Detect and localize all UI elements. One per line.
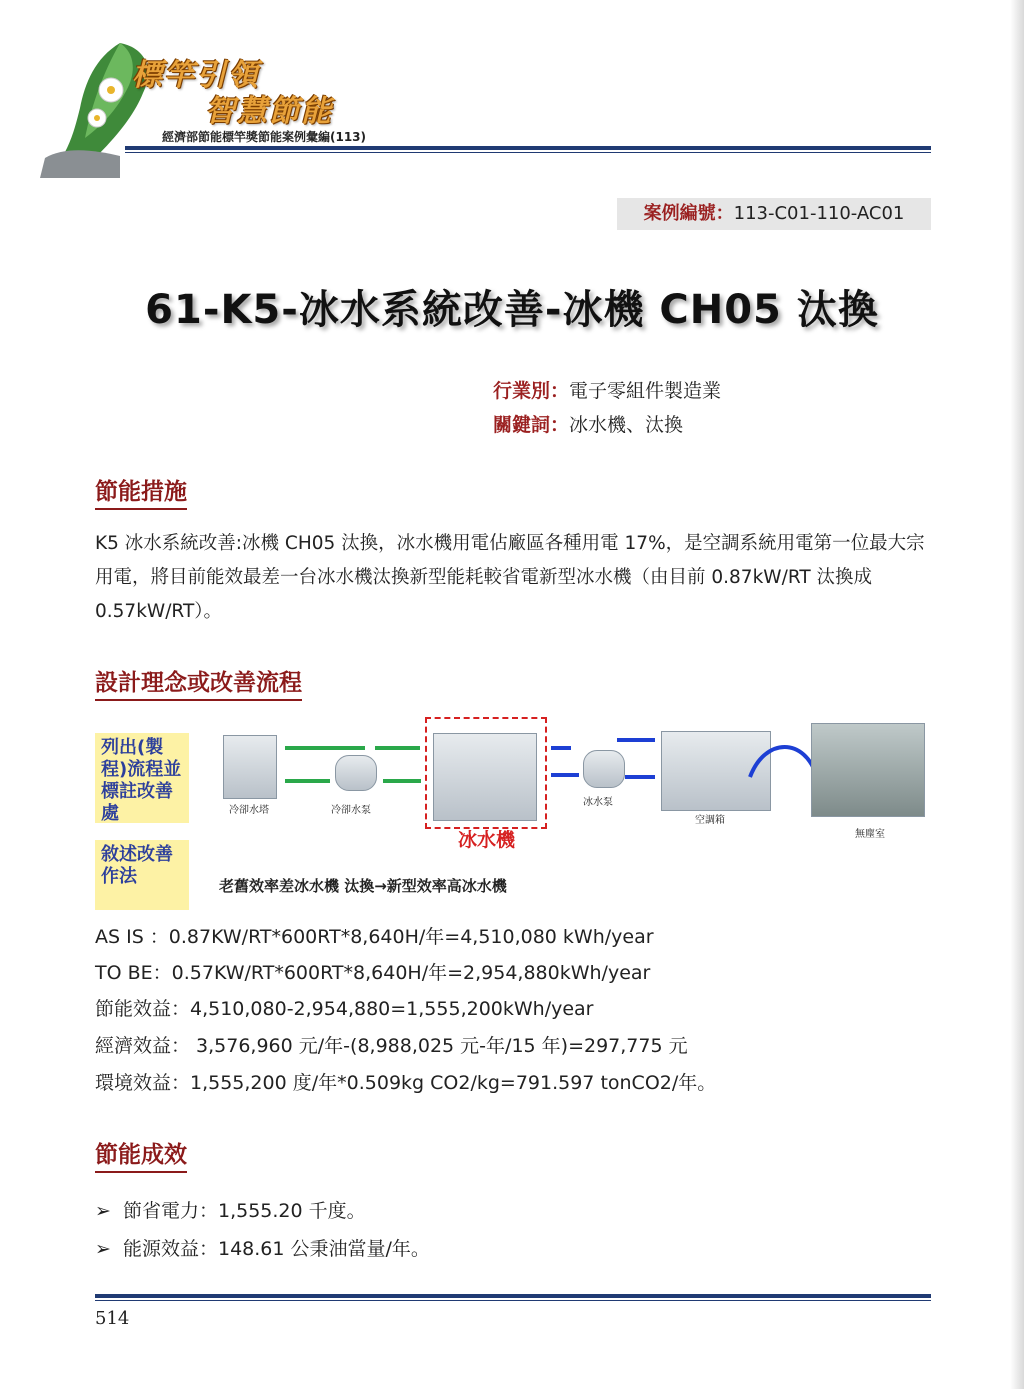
case-number-label: 案例編號： [643, 203, 734, 224]
result-text: 節省電力：1,555.20 千度。 [123, 1200, 366, 1222]
calc-energy-saving: 節能效益：4,510,080-2,954,880=1,555,200kWh/year [95, 998, 594, 1020]
header-subtitle: 經濟部節能標竿獎節能案例彙編(113) [162, 130, 367, 144]
arrow-blue-4 [625, 775, 655, 779]
page-header [0, 0, 1024, 190]
page-title: 61-K5-冰水系統改善-冰機 CH05 汰換 [145, 287, 879, 333]
arrow-green-bottom-1 [285, 779, 330, 783]
cleanroom-icon [811, 723, 925, 817]
case-number-value: 113-C01-110-AC01 [733, 203, 905, 224]
air-handler-label: 空調箱 [695, 815, 725, 826]
slogan-line-1: 標竿引領 [132, 58, 260, 93]
slogan-line-2: 智慧節能 [205, 94, 333, 129]
calc-environment-benefit: 環境效益：1,555,200 度/年*0.509kg CO2/kg=791.597 tonCO2/年。 [95, 1072, 717, 1094]
keywords-value: 冰水機、汰換 [569, 414, 684, 436]
result-item [95, 1196, 366, 1223]
footer-divider-thin [95, 1300, 931, 1301]
bullet-arrow-icon: ➢ [95, 1200, 111, 1222]
page-number: 514 [95, 1308, 130, 1329]
cooling-pump-icon [335, 755, 377, 791]
page-edge-shadow [1010, 0, 1024, 1389]
calc-economic-benefit: 經濟效益： 3,576,960 元/年-(8,988,025 元-年/15 年)=297,775 元 [95, 1035, 688, 1057]
chiller-icon [433, 733, 537, 821]
chilled-pump-icon [583, 750, 625, 788]
bullet-arrow-icon: ➢ [95, 1238, 111, 1260]
section-heading-measures: 節能措施 [95, 473, 187, 510]
arrow-blue-2 [551, 773, 579, 777]
cooling-tower-icon [223, 735, 277, 799]
keywords-row [493, 410, 683, 437]
result-item [95, 1234, 430, 1261]
chiller-label: 冰水機 [458, 829, 516, 851]
measures-paragraph: K5 冰水系統改善:冰機 CH05 汰換，冰水機用電佔廠區各種用電 17%，是空調系統用電第一位最大宗用電，將目前能效最差一台冰水機汰換新型能耗較省電新型冰水機（由目前 0.87kW/RT 汰換成 0.57kW/RT）。 [95, 533, 925, 622]
chilled-pump-label: 冰水泵 [583, 797, 613, 808]
improvement-note: 老舊效率差冰水機 汰換→新型效率高冰水機 [219, 877, 507, 895]
industry-label: 行業別： [493, 380, 570, 402]
cleanroom-label: 無塵室 [855, 829, 885, 840]
diagram-step-box-2: 敘述改善作法 [95, 840, 189, 910]
calc-to-be: TO BE：0.57KW/RT*600RT*8,640H/年=2,954,880kWh/year [95, 962, 651, 984]
footer-divider [95, 1294, 931, 1298]
arrow-green-bottom-2 [383, 779, 421, 783]
header-divider-thin [125, 152, 931, 153]
cooling-pump-label: 冷卻水泵 [331, 805, 371, 816]
cooling-tower-label: 冷卻水塔 [229, 805, 269, 816]
keywords-label: 關鍵詞： [493, 414, 570, 436]
arrow-blue-3 [617, 738, 655, 742]
section-heading-design: 設計理念或改善流程 [95, 664, 302, 701]
arrow-green-top [285, 746, 365, 750]
arrow-blue-1 [551, 746, 571, 750]
header-divider [125, 146, 931, 150]
diagram-step-box-1: 列出(製程)流程並標註改善處 [95, 733, 189, 823]
result-text: 能源效益：148.61 公秉油當量/年。 [123, 1238, 430, 1260]
section-heading-results: 節能成效 [95, 1136, 187, 1173]
industry-row [493, 376, 721, 403]
arrow-green-top-2 [375, 746, 420, 750]
calc-as-is: AS IS ：0.87KW/RT*600RT*8,640H/年=4,510,080 kWh/year [95, 926, 654, 948]
industry-value: 電子零組件製造業 [569, 380, 722, 402]
case-number-badge [617, 198, 931, 230]
process-diagram [95, 715, 935, 915]
